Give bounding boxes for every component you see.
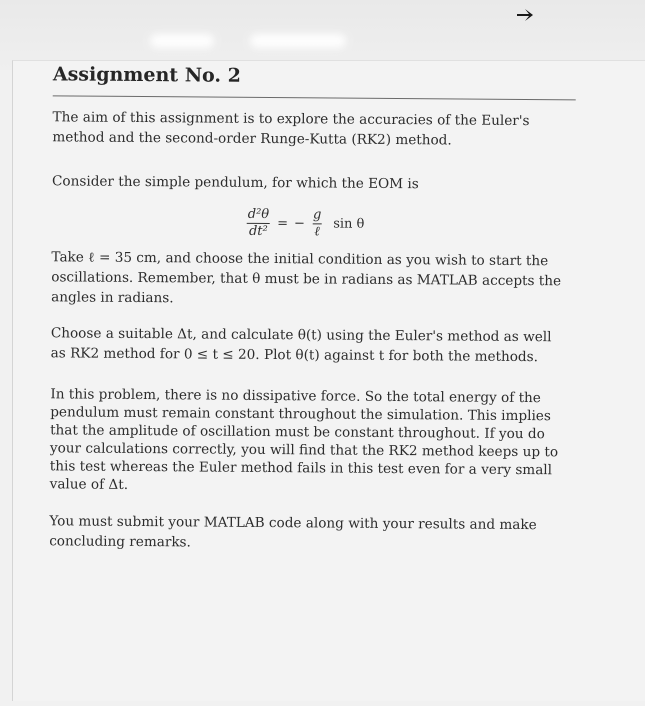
paragraph-pendulum: Consider the simple pendulum, for which the EOM is [51,173,419,193]
paragraph-aim: The aim of this assignment is to explore the accuracies of the Euler's method and the second-order Runge-Kutta (RK2) method. [52,109,530,149]
document-page [12,60,645,701]
minus-sign: − [293,215,305,231]
document-content [8,61,645,706]
blurred-tab [250,34,346,48]
lhs-numerator: d²θ [247,206,270,222]
document-title: Assignment No. 2 [52,63,241,87]
paragraph-submit: You must submit your MATLAB code along with your results and make concluding remarks. [49,513,537,551]
lhs-fraction [246,207,272,238]
rhs-denominator: ℓ [312,223,322,239]
arrow-cursor-icon [514,4,536,26]
paragraph-energy: In this problem, there is no dissipative force. So the total energy of the pendulum must remain constant throughout the simulation. This implies that the amplitude of oscillation must be constant throughout. If you do your calculations correctly, you will find that the RK2 method keeps up to this test whereas the Euler method fails in this test even for a very small value of Δt. [49,386,559,493]
sine-term: sin θ [333,216,365,232]
blurred-tab [150,34,214,48]
rhs-numerator: g [312,206,322,222]
equals-sign: = [277,215,289,231]
rhs-fraction [311,208,324,239]
paragraph-take-length: Take ℓ = 35 cm, and choose the initial condition as you wish to start the oscillations. Remember, that θ must be in radians as MATLAB accepts the angles in radians. [51,249,562,307]
lhs-denominator: dt² [247,222,270,238]
title-rule [53,95,576,100]
paragraph-choose-dt: Choose a suitable Δt, and calculate θ(t) using the Euler's method as well as RK2 method for 0 ≤ t ≤ 20. Plot θ(t) against t for both the methods. [50,325,552,366]
eom-equation [246,203,365,244]
